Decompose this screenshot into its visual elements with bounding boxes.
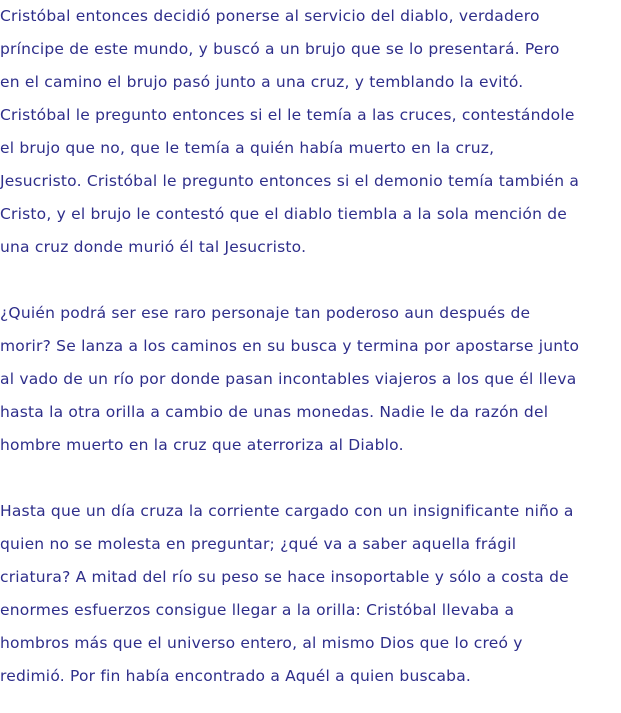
- text-line: Hasta que un día cruza la corriente cargado con un insignificante niño a: [0, 502, 574, 520]
- paragraph-3: [0, 495, 621, 693]
- text-line: hasta la otra orilla a cambio de unas monedas. Nadie le da razón del: [0, 403, 549, 421]
- text-line: hombros más que el universo entero, al mismo Dios que lo creó y: [0, 634, 523, 652]
- paragraph-2: [0, 297, 621, 462]
- text-line: en el camino el brujo pasó junto a una cruz, y temblando la evitó.: [0, 73, 524, 91]
- paragraph-spacer: [0, 264, 621, 297]
- paragraph-spacer: [0, 462, 621, 495]
- text-line: Cristóbal le pregunto entonces si el le temía a las cruces, contestándole: [0, 106, 575, 124]
- text-line: quien no se molesta en preguntar; ¿qué va a saber aquella frágil: [0, 535, 517, 553]
- text-line: el brujo que no, que le temía a quién había muerto en la cruz,: [0, 139, 495, 157]
- text-line: redimió. Por fin había encontrado a Aquél a quien buscaba.: [0, 667, 472, 685]
- text-line: al vado de un río por donde pasan incontables viajeros a los que él lleva: [0, 370, 577, 388]
- text-line: hombre muerto en la cruz que aterroriza al Diablo.: [0, 436, 404, 454]
- text-line: criatura? A mitad del río su peso se hace insoportable y sólo a costa de: [0, 568, 569, 586]
- text-line: enormes esfuerzos consigue llegar a la orilla: Cristóbal llevaba a: [0, 601, 515, 619]
- text-line: príncipe de este mundo, y buscó a un brujo que se lo presentará. Pero: [0, 40, 560, 58]
- text-line: Cristóbal entonces decidió ponerse al servicio del diablo, verdadero: [0, 7, 540, 25]
- text-line: ¿Quién podrá ser ese raro personaje tan poderoso aun después de: [0, 304, 531, 322]
- text-line: morir? Se lanza a los caminos en su busca y termina por apostarse junto: [0, 337, 580, 355]
- text-line: Jesucristo. Cristóbal le pregunto entonces si el demonio temía también a: [0, 172, 580, 190]
- text-line: Cristo, y el brujo le contestó que el diablo tiembla a la sola mención de: [0, 205, 568, 223]
- text-line: una cruz donde murió él tal Jesucristo.: [0, 238, 307, 256]
- paragraph-1: [0, 0, 621, 264]
